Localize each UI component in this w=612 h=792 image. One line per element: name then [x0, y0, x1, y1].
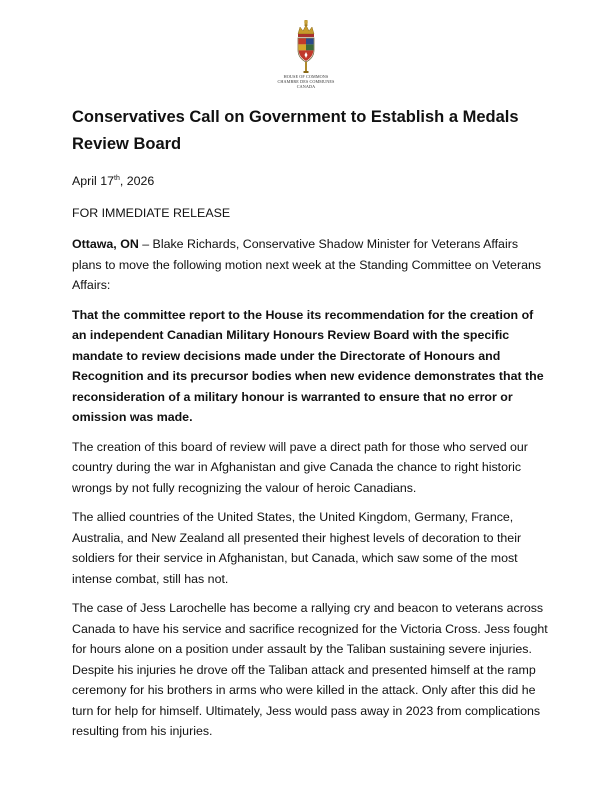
body-paragraph-3: The case of Jess Larochelle has become a rallying cry and beacon to veterans across Canada to have his service and sacrifice recognized for the Victoria Cross. Jess fought for hours alone on a position under assault by the Taliban sustaining severe injuries. Despite his injuries he drove off the Taliban attack and presented himself at the ramp ceremony for his brothers in arms who were killed in the attack. Only after this did he turn for help for himself. Ultimately, Jess would pass away in 2023 from complications resulting from his injuries. [72, 601, 548, 738]
lead-text: – Blake Richards, Conservative Shadow Minister for Veterans Affairs plans to move the following motion next week at the Standing Committee on Veterans Affairs: [72, 237, 542, 292]
body-paragraph-2: The allied countries of the United States, the United Kingdom, Germany, France, Australia, and New Zealand all presented their highest levels of decoration to their soldiers for their service in Afghanistan, but Canada, which saw some of the most intense combat, still has not. [72, 510, 522, 586]
house-of-commons-crest-icon [291, 20, 321, 74]
page-title: Conservatives Call on Government to Establish a Medals Review Board [72, 108, 519, 153]
release-date-month-day: April 17 [72, 174, 115, 188]
dateline-location: Ottawa, ON [72, 237, 139, 251]
crest-caption-line-2: CHAMBRE DES COMMUNES [277, 79, 335, 84]
lead-paragraph [72, 234, 548, 296]
press-release-body [72, 104, 548, 742]
release-notice: FOR IMMEDIATE RELEASE [72, 205, 231, 220]
crest-caption-line-1: HOUSE OF COMMONS [283, 74, 329, 79]
body-paragraph-1: The creation of this board of review will pave a direct path for those who served our country during the war in Afghanistan and give Canada the chance to right historic wrongs by not fully recognizing the valour of heroic Canadians. [72, 439, 528, 495]
release-date-year: , 2026 [119, 174, 155, 188]
release-date-ordinal: th [114, 175, 120, 182]
header-crest [276, 20, 336, 89]
motion-text: That the committee report to the House its recommendation for the creation of an independent Canadian Military Honours Review Board with the specific mandate to review decisions made under the Directorate of Honours and Recognition and its precursor bodies when new evidence demonstrates that the reconsideration of a military honour is warranted to ensure that no error or omission was made. [72, 307, 544, 424]
crest-caption-line-3: CANADA [296, 84, 316, 89]
release-date [72, 171, 548, 192]
